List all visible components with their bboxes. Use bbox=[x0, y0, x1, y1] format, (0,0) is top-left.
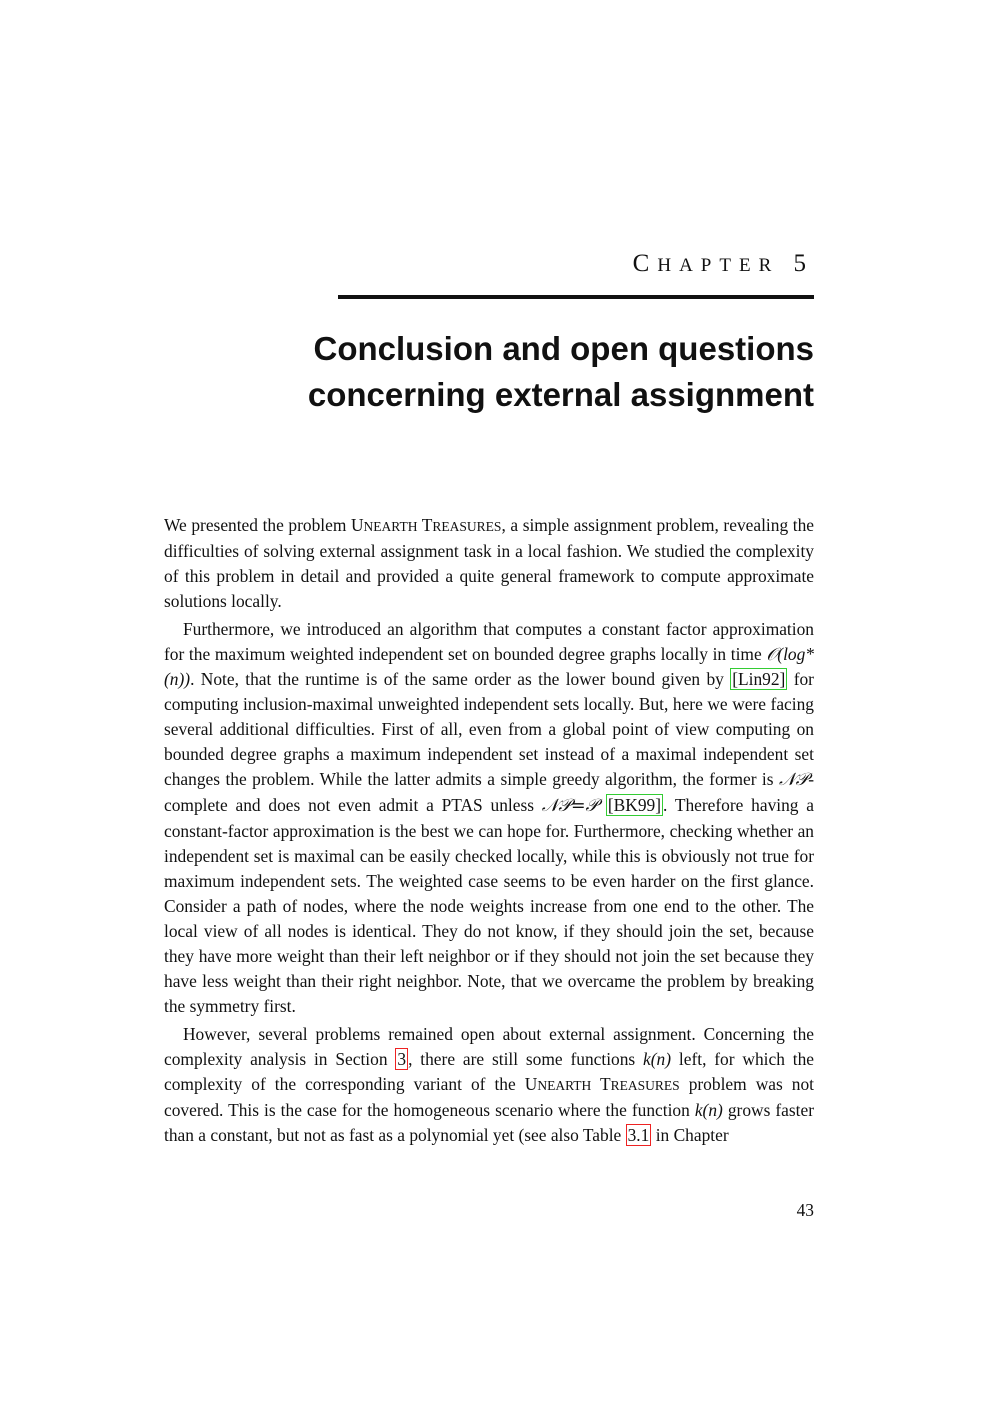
text-span: , a simple assignment problem, revealing the difficulties of solving external assignment task in a local fashion. We studied the complexity of this problem in detail and provided a quite general framework to compute approximate solutions locally. bbox=[164, 515, 814, 611]
section-link-3[interactable]: 3 bbox=[397, 1049, 407, 1069]
math-np-equals-p: 𝒩𝒫=𝒫 bbox=[541, 796, 599, 816]
chapter-rule bbox=[338, 295, 814, 299]
chapter-label-initial: C bbox=[632, 250, 658, 277]
problem-name bbox=[351, 515, 501, 535]
math-np: 𝒩𝒫 bbox=[779, 770, 809, 790]
text-span: Furthermore, we introduced an algorithm that computes a constant factor approximation for the maximum weighted independent set on bounded degree graphs locally in time bbox=[164, 619, 814, 664]
text-span: in Chapter bbox=[651, 1125, 729, 1145]
table-link-3-1[interactable]: 3.1 bbox=[627, 1125, 650, 1145]
paragraph-1 bbox=[164, 513, 814, 614]
chapter-label bbox=[633, 250, 814, 278]
text-span bbox=[598, 795, 606, 815]
paragraph-3 bbox=[164, 1022, 814, 1148]
problem-name-small: NEARTH bbox=[537, 1078, 592, 1093]
problem-name-cap: T bbox=[600, 1074, 611, 1094]
citation-link-lin92[interactable]: [Lin92] bbox=[732, 669, 786, 689]
text-span: , there are still some functions bbox=[408, 1049, 644, 1069]
text-span: for computing inclusion-maximal unweighted independent sets locally. But, here we were facing several additional difficulties. First of all, even from a global point of view computing on bounded degree graphs a maximum independent set instead of a maximal independent set changes the problem. While the latter admits a simple greedy algorithm, the former is bbox=[164, 669, 814, 789]
text-span: However, several problems remained open about external assignment. Concerning the complexity analysis in Section bbox=[164, 1024, 814, 1069]
text-span: . Note, that the runtime is of the same order as the lower bound given by bbox=[190, 669, 731, 689]
math-k-of-n: k(n) bbox=[694, 1100, 723, 1120]
problem-name-small: REASURES bbox=[610, 1078, 680, 1093]
problem-name-cap: T bbox=[421, 515, 433, 535]
text-span: -complete and does not even admit a PTAS unless bbox=[164, 769, 814, 815]
chapter-label-rest: HAPTER bbox=[657, 255, 780, 276]
math-runtime: 𝒪(log*(n)) bbox=[164, 644, 814, 689]
text-span: grows faster than a constant, but not as fast as a polynomial yet (see also Table bbox=[164, 1100, 815, 1145]
text-span: problem was not covered. This is the case for the homogeneous scenario where the function bbox=[164, 1074, 814, 1120]
page-number: 43 bbox=[796, 1200, 814, 1220]
text-span: left, for which the complexity of the corresponding variant of the bbox=[164, 1049, 814, 1094]
text-span: . Therefore having a constant-factor approximation is the best we can hope for. Furthermore, checking whether an independent set is maximal can be easily checked locally, while this is obviously not true for maximum independent sets. The weighted case seems to be even harder on the first glance. Consider a path of nodes, where the node weights increase from one end to the other. The local view of all nodes is identical. They do not know, if they should join the set, because they have more weight than their left neighbor or if they should not join the set because they have less weight than their right neighbor. Note, that we overcame the problem by breaking the symmetry first. bbox=[164, 795, 814, 1016]
problem-name-cap: U bbox=[524, 1074, 538, 1094]
paragraph-2 bbox=[164, 617, 814, 1019]
problem-name-small: REASURES bbox=[432, 519, 502, 534]
chapter-number: 5 bbox=[793, 250, 814, 277]
body-text bbox=[164, 513, 814, 1151]
math-k-of-n: k(n) bbox=[643, 1049, 672, 1069]
problem-name-cap: U bbox=[350, 515, 364, 535]
text-span: We presented the problem bbox=[164, 515, 351, 535]
problem-name-small: NEARTH bbox=[363, 519, 418, 534]
chapter-title: Conclusion and open questions concerning external assignment bbox=[307, 330, 814, 413]
problem-name bbox=[525, 1074, 680, 1094]
citation-link-bk99[interactable]: [BK99] bbox=[607, 795, 662, 815]
